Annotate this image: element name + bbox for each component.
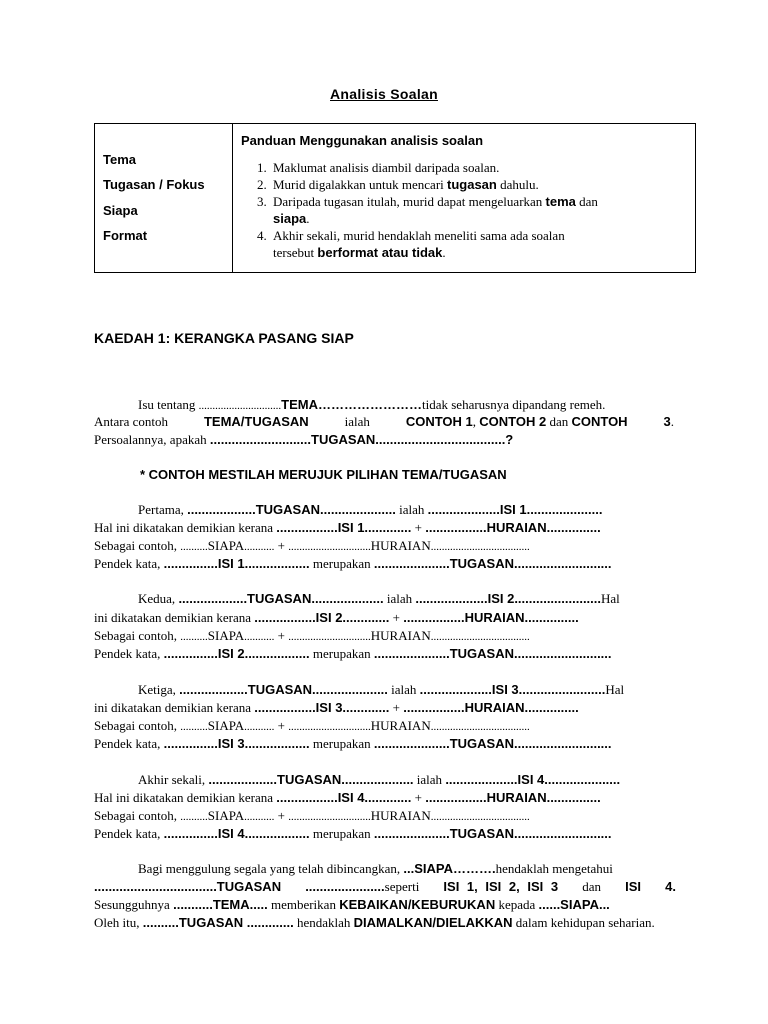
para2-line-3: Sebagai contoh, ..........SIAPA........... + ..............................HURAIAN.................................... xyxy=(94,628,530,643)
para2-line-1: Kedua, ...................TUGASAN.................... ialah ....................ISI 2........................Hal xyxy=(138,591,620,606)
guide-item-1: 1. Maklumat analisis diambil daripada soalan. xyxy=(257,160,500,175)
para2-line-2: ini dikatakan demikian kerana .................ISI 2............. + .................HURAIAN............... xyxy=(94,610,579,625)
para1-line-3: Sebagai contoh, ..........SIAPA........... + ..............................HURAIAN.................................... xyxy=(94,538,530,553)
para4-line-2: Hal ini dikatakan demikian kerana .................ISI 4............. + .................HURAIAN............... xyxy=(94,790,601,805)
table-divider xyxy=(232,124,233,272)
label-format: Format xyxy=(103,228,148,243)
intro-line-3: Persoalannya, apakah ............................TUGASAN....................................? xyxy=(94,432,514,447)
intro-line-1: Isu tentang ..............................TEMA……………………tidak seharusnya dipandang remeh. xyxy=(138,397,606,412)
para3-line-4: Pendek kata, ...............ISI 3.................. merupakan .....................TUGASAN........................... xyxy=(94,736,612,751)
para1-line-4: Pendek kata, ...............ISI 1.................. merupakan .....................TUGASAN........................... xyxy=(94,556,612,571)
para4-line-3: Sebagai contoh, ..........SIAPA........... + ..............................HURAIAN.................................... xyxy=(94,808,530,823)
label-tugasan: Tugasan / Fokus xyxy=(103,177,205,192)
guide-item-2: 2. Murid digalakkan untuk mencari tugasan dahulu. xyxy=(257,177,539,192)
closing-line-2: ..................................TUGASAN ......................seperti ISI 1, ISI 2, ISI 3 dan ISI 4. xyxy=(94,879,676,894)
guide-list xyxy=(257,159,677,261)
para4-line-1: Akhir sekali, ...................TUGASAN.................... ialah ....................ISI 4..................... xyxy=(138,772,621,787)
closing-line-3: Sesungguhnya ...........TEMA..... memberikan KEBAIKAN/KEBURUKAN kepada ......SIAPA... xyxy=(94,897,610,912)
para3-line-2: ini dikatakan demikian kerana .................ISI 3............. + .................HURAIAN............... xyxy=(94,700,579,715)
intro-line-2: Antara contoh TEMA/TUGASAN ialah CONTOH 1, CONTOH 2 dan CONTOH 3. xyxy=(94,414,674,429)
para1-line-2: Hal ini dikatakan demikian kerana .................ISI 1............. + .................HURAIAN............... xyxy=(94,520,601,535)
guide-title: Panduan Menggunakan analisis soalan xyxy=(241,133,484,148)
closing-line-1: Bagi menggulung segala yang telah dibincangkan, ...SIAPA……….hendaklah mengetahui xyxy=(138,861,613,876)
guide-item-3: 3. Daripada tugasan itulah, murid dapat mengeluarkan tema dan siapa. xyxy=(257,194,598,226)
label-siapa: Siapa xyxy=(103,203,138,218)
contoh-heading: * CONTOH MESTILAH MERUJUK PILIHAN TEMA/TUGASAN xyxy=(140,467,507,482)
para3-line-1: Ketiga, ...................TUGASAN..................... ialah ....................ISI 3........................Hal xyxy=(138,682,625,697)
analysis-guide-table xyxy=(94,123,696,273)
page-title: Analisis Soalan xyxy=(330,86,438,102)
para1-line-1: Pertama, ...................TUGASAN..................... ialah ....................ISI 1..................... xyxy=(138,502,603,517)
para2-line-4: Pendek kata, ...............ISI 2.................. merupakan .....................TUGASAN........................... xyxy=(94,646,612,661)
guide-item-4: 4. Akhir sekali, murid hendaklah meneliti sama ada soalan tersebut berformat atau tidak. xyxy=(257,228,565,260)
label-tema: Tema xyxy=(103,152,136,167)
section-heading: KAEDAH 1: KERANGKA PASANG SIAP xyxy=(94,330,354,346)
para4-line-4: Pendek kata, ...............ISI 4.................. merupakan .....................TUGASAN........................... xyxy=(94,826,612,841)
para3-line-3: Sebagai contoh, ..........SIAPA........... + ..............................HURAIAN.................................... xyxy=(94,718,530,733)
closing-line-4: Oleh itu, ..........TUGASAN ............. hendaklah DIAMALKAN/DIELAKKAN dalam kehidupan seharian. xyxy=(94,915,655,930)
